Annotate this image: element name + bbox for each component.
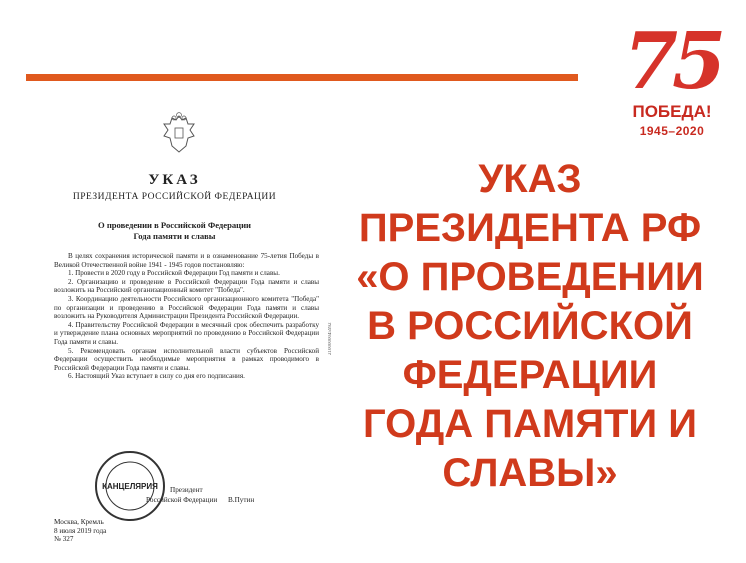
headline: [330, 155, 730, 498]
signature-role: Президент: [170, 486, 203, 494]
logo-number: 75: [623, 16, 721, 107]
doc-paragraph: В целях сохранения исторической памяти и в ознаменование 75-летия Победы в Великой Отечественной войне 1941 - 1945 годов постановляю:: [54, 252, 319, 269]
doc-title: УКАЗ: [148, 172, 201, 188]
logo-years: 1945–2020: [639, 124, 705, 138]
top-rule: [26, 74, 578, 81]
seal-stamp: [94, 450, 166, 522]
headline-line: СЛАВЫ»: [442, 451, 618, 495]
coat-of-arms-icon: [160, 112, 198, 158]
headline-line: ФЕДЕРАЦИИ: [402, 353, 658, 397]
doc-paragraph: 1. Провести в 2020 году в Российской Федерации Год памяти и славы.: [68, 269, 280, 278]
doc-heading-line: Года памяти и славы: [133, 231, 216, 241]
decree-document: [22, 100, 333, 555]
headline-line: ГОДА ПАМЯТИ И: [363, 402, 697, 446]
doc-paragraph: 3. Координацию деятельности Российского организационного комитета "Победа" по организации и проведению в Российской Федерации Года памяти и славы возложить на Руководителя Администрации Президента Российской Федерации.: [54, 294, 319, 321]
stamp-text: КАНЦЕЛЯРИЯ: [102, 482, 158, 491]
place: Москва, Кремль: [54, 518, 104, 526]
doc-subtitle: ПРЕЗИДЕНТА РОССИЙСКОЙ ФЕДЕРАЦИИ: [72, 192, 277, 202]
logo-word: ПОБЕДА!: [632, 102, 712, 121]
date: 8 июля 2019 года: [54, 526, 107, 535]
doc-body: [54, 252, 319, 381]
decree-number: № 327: [54, 535, 74, 544]
doc-paragraph: 6. Настоящий Указ вступает в силу со дня его подписания.: [68, 372, 245, 381]
doc-paragraph: 5. Рекомендовать органам исполнительной власти субъектов Российской Федерации осуществить необходимые мероприятия в рамках проводимого в Российской Федерации Года памяти и славы.: [54, 346, 319, 372]
doc-paragraph: 2. Организацию и проведение в Российской Федерации Года памяти и славы возложить на Российский организационный комитет "Победа".: [54, 277, 319, 295]
signature-name: В.Путин: [228, 496, 255, 504]
doc-paragraph: 4. Правительству Российской Федерации в месячный срок обеспечить разработку и утверждение плана основных мероприятий по проведению в Российской Федерации Года памяти и славы.: [54, 320, 319, 346]
victory-75-logo: [612, 18, 732, 148]
headline-line: ПРЕЗИДЕНТА РФ: [358, 206, 702, 250]
place-date: [54, 518, 106, 544]
side-barcode-number: 2100000045992: [328, 322, 333, 355]
headline-line: В РОССИЙСКОЙ: [367, 304, 693, 348]
headline-line: «О ПРОВЕДЕНИИ: [356, 255, 704, 299]
doc-heading-line: О проведении в Российской Федерации: [97, 220, 252, 230]
headline-line: УКАЗ: [478, 157, 582, 201]
signature-role: Российской Федерации: [146, 496, 218, 504]
doc-heading: [22, 220, 327, 242]
